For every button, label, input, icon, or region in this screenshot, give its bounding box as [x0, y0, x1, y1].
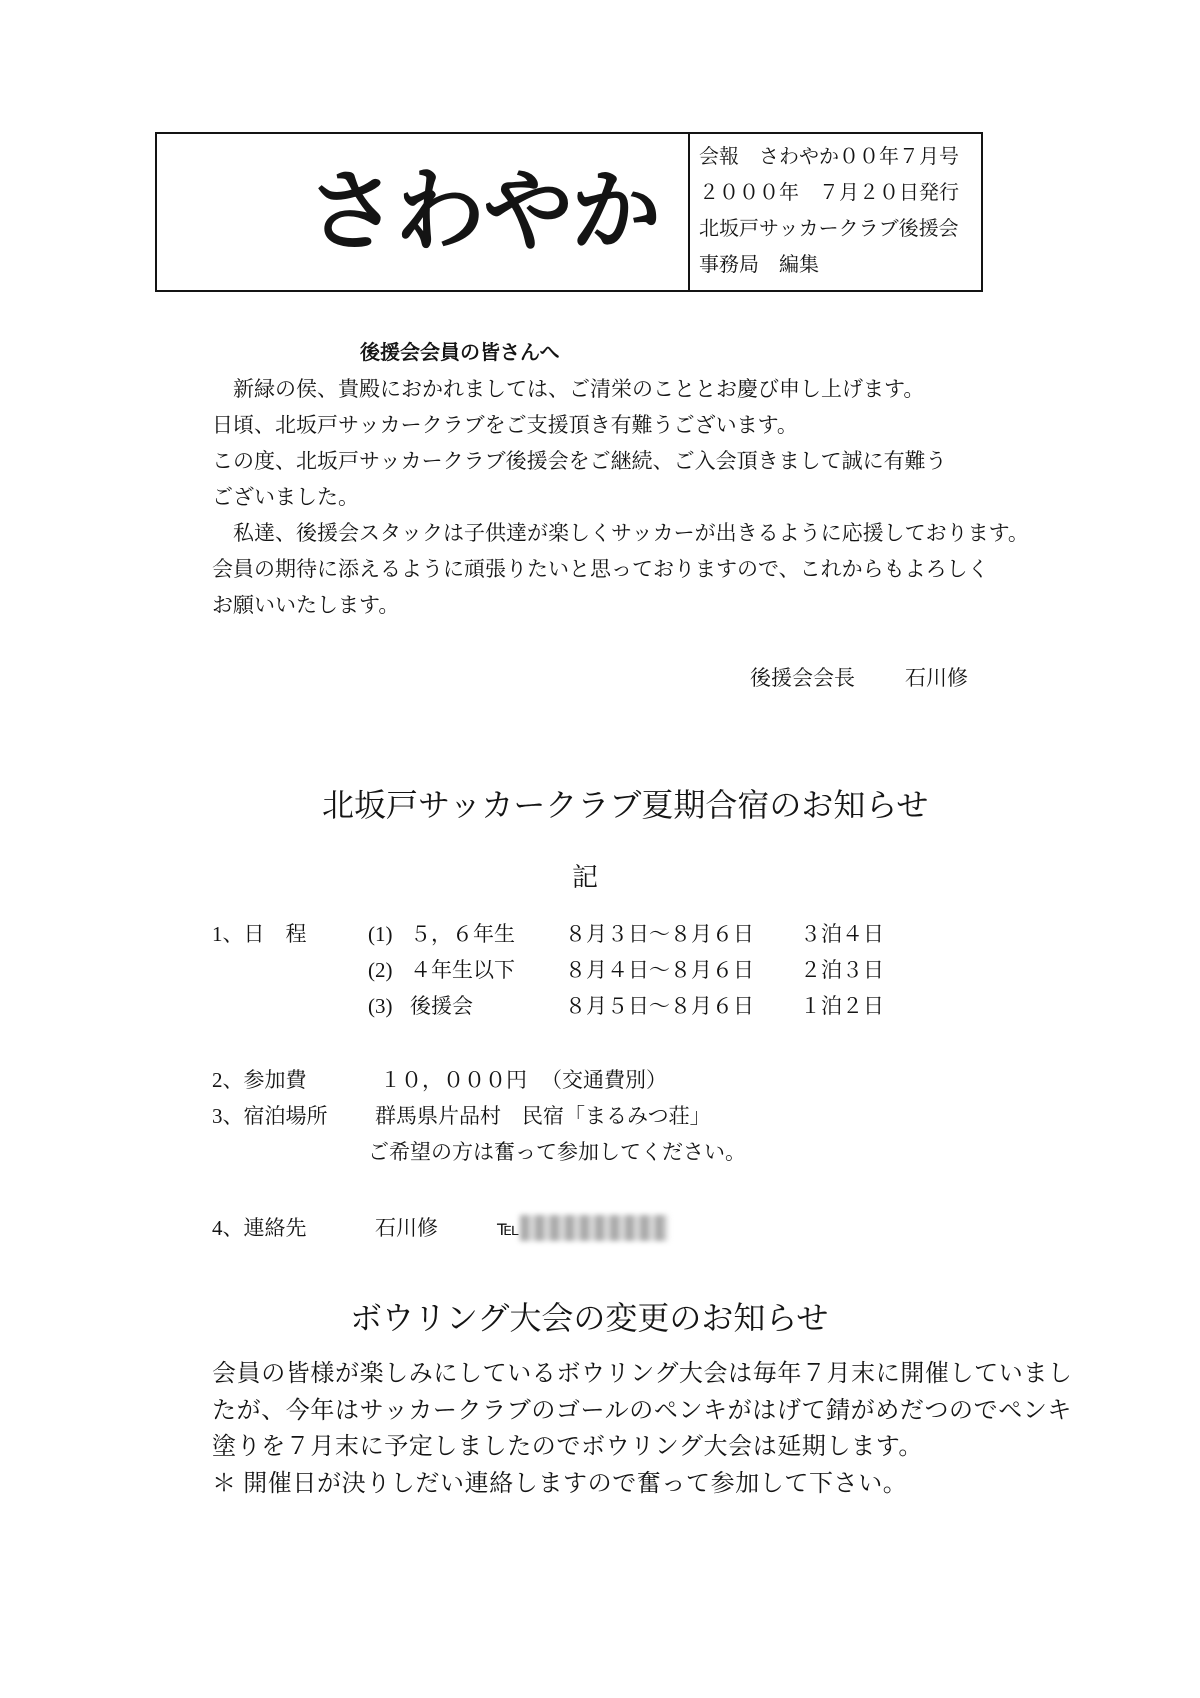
schedule-dates: ８月４日～８月６日 — [565, 958, 754, 982]
camp-notice-title: 北坂戸サッカークラブ夏期合宿のお知らせ — [322, 787, 929, 823]
schedule-group: ４年生以下 — [410, 958, 515, 982]
masthead-divider — [688, 134, 690, 290]
redacted-phone-number — [520, 1215, 668, 1241]
greeting-line: 新緑の侯、貴殿におかれましては、ご清栄のこととお慶び申し上げます。 — [233, 377, 925, 401]
bowling-notice-title: ボウリング大会の変更のお知らせ — [350, 1300, 829, 1336]
editor-line: 事務局 編集 — [699, 254, 819, 276]
issue-date-line: ２０００年 ７月２０日発行 — [699, 182, 959, 204]
lodging-label: 3、宿泊場所 — [212, 1104, 328, 1128]
lodging-note: ご希望の方は奮って参加してください。 — [368, 1140, 746, 1164]
greeting-heading: 後援会会員の皆さんへ — [360, 342, 560, 364]
greeting-line: 会員の期待に添えるように頑張りたいと思っておりますので、これからもよろしく — [212, 557, 989, 581]
bowling-line: たが、今年はサッカークラブのゴールのペンキがはげて錆がめだつのでペンキ — [212, 1397, 1073, 1424]
contact-name: 石川修 — [375, 1216, 438, 1240]
greeting-line: この度、北坂戸サッカークラブ後援会をご継続、ご入会頂きまして誠に有難う — [212, 449, 947, 473]
issue-line: 会報 さわやか００年７月号 — [699, 146, 959, 168]
masthead-info — [699, 139, 959, 283]
signature-role: 後援会会長 — [750, 666, 855, 690]
fee-note: （交通費別） — [541, 1068, 667, 1092]
publisher-line: 北坂戸サッカークラブ後援会 — [699, 218, 959, 240]
greeting-line: お願いいたします。 — [212, 593, 400, 617]
signature-name: 石川修 — [905, 666, 968, 690]
schedule-nights: １泊２日 — [800, 994, 884, 1018]
fee-amount: １０，０００円 — [380, 1068, 527, 1092]
schedule-group: 後援会 — [410, 994, 473, 1018]
bowling-line: 会員の皆様が楽しみにしているボウリング大会は毎年７月末に開催していまし — [212, 1361, 1073, 1387]
bowling-note-line: ＊ 開催日が決りしだい連絡しますので奮って参加して下さい。 — [212, 1470, 908, 1497]
schedule-nights: ３泊４日 — [800, 922, 884, 946]
tel-icon: ℡ — [497, 1216, 520, 1240]
schedule-group: ５，６年生 — [410, 922, 515, 946]
greeting-line: 私達、後援会スタックは子供達が楽しくサッカーが出きるように応援しております。 — [233, 521, 1029, 545]
ki-heading: 記 — [572, 863, 599, 892]
greeting-line: ございました。 — [212, 485, 359, 509]
masthead-title: さわやか — [307, 162, 659, 262]
schedule-dates: ８月５日～８月６日 — [565, 994, 754, 1018]
schedule-num: (3) — [368, 994, 393, 1018]
fee-value — [380, 1062, 667, 1098]
bowling-notice-body — [212, 1356, 1073, 1502]
schedule-label: 1、日 程 — [212, 922, 307, 946]
fee-label: 2、参加費 — [212, 1068, 307, 1092]
schedule-num: (1) — [368, 922, 393, 946]
greeting-section — [212, 335, 1029, 623]
masthead-box — [155, 132, 983, 292]
schedule-nights: ２泊３日 — [800, 958, 884, 982]
schedule-dates: ８月３日～８月６日 — [565, 922, 754, 946]
contact-label: 4、連絡先 — [212, 1216, 307, 1240]
lodging-place: 群馬県片品村 民宿「まるみつ荘」 — [375, 1104, 711, 1128]
bowling-line: 塗りを７月末に予定しましたのでボウリング大会は延期します。 — [212, 1434, 923, 1460]
greeting-line: 日頃、北坂戸サッカークラブをご支援頂き有難うございます。 — [212, 413, 798, 437]
schedule-num: (2) — [368, 958, 393, 982]
